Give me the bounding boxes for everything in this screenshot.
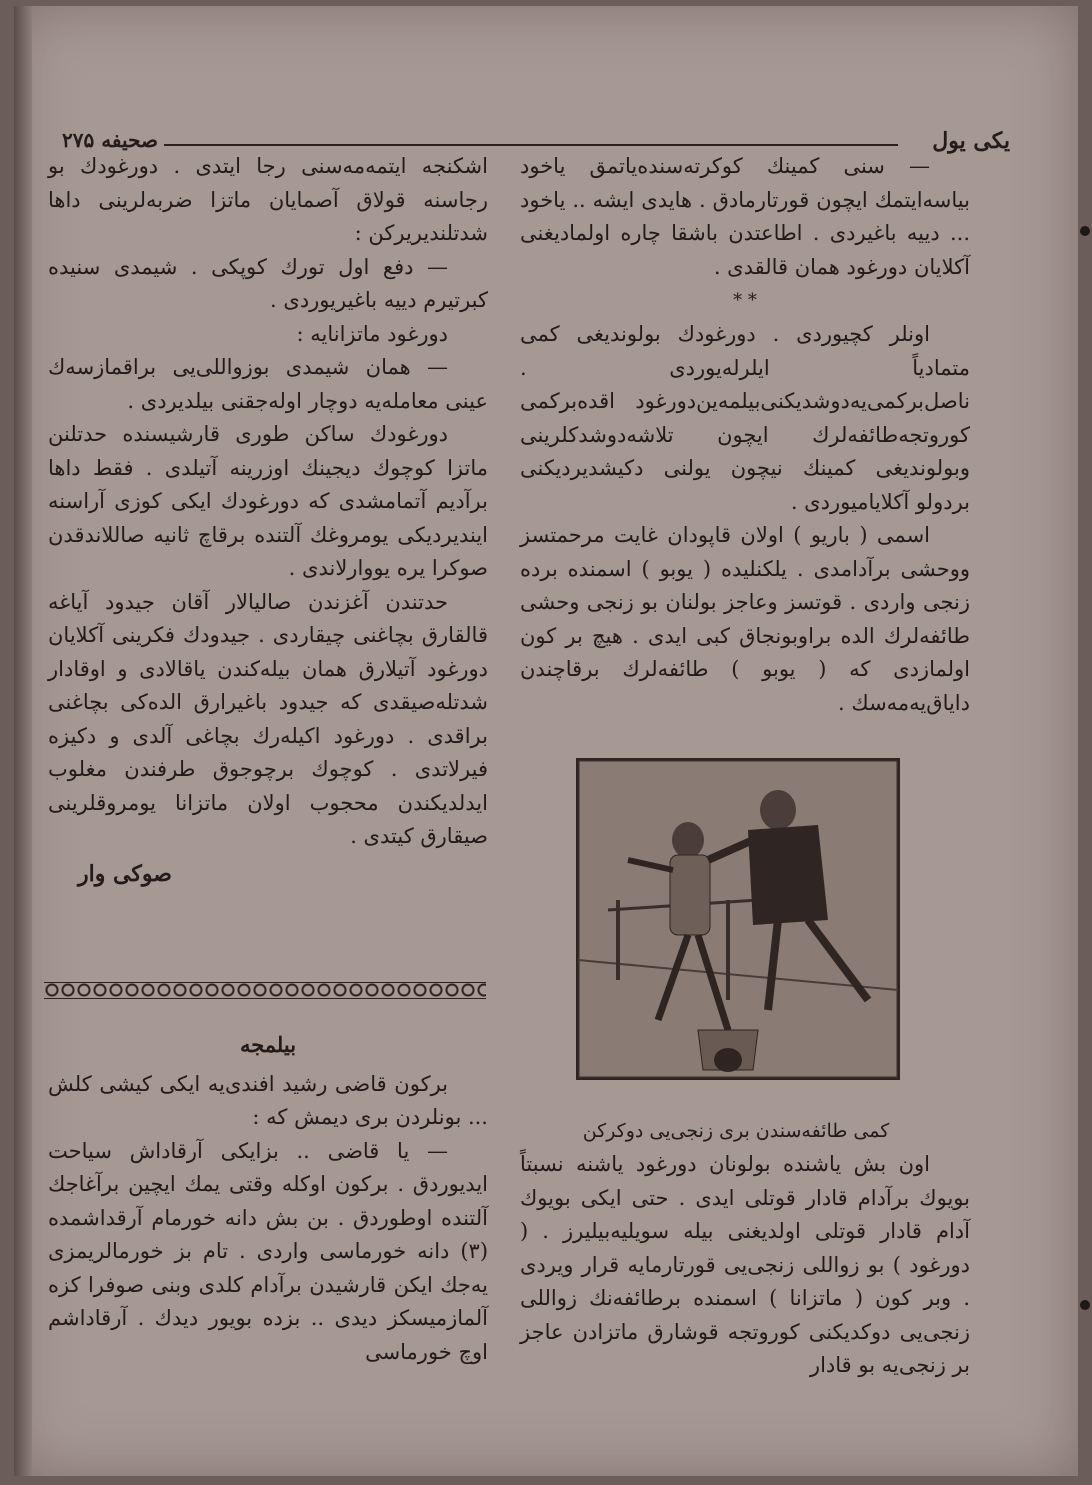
left-column: [48, 150, 488, 895]
right-column: [520, 150, 970, 720]
continued-mark: صوکی وار: [78, 860, 172, 887]
page-number: صحیفه ۲۷۵: [62, 128, 158, 152]
ornament-rule-bottom: [44, 998, 486, 999]
paragraph: — یا قاضی .. بزایکی آرقاداش سیاحت ایدیوردق . برکون اوکله وقتی یمك ایچین برآغاجك آلتنده اوطوردق . بن بش دانه خورمام آرقداشمده (۳) دانه خورماسی واردی . تام بز خورمالریمزی یه‌جك ایکن قارشیدن برآدام کلدی وبنی صوفرا کزه آلمازمیسکز دیدی .. بزده بویور دیدك . آرقاداشم اوچ خورماسی: [48, 1138, 489, 1364]
ornament-band: [44, 982, 486, 998]
paragraph: — سنی کمینك کوکرته‌سنده‌یاتمق یاخود بیاسه‌ایتمك ایچون قورتارمادق . هایدی ایشه .. یاخود ... دییه باغیردی . اطاعتدن باشقا چاره اولمادیغنی آکلایان دورغود همان قالقدی .: [520, 154, 970, 279]
right-column-bottom: [520, 1148, 970, 1383]
paragraph: اسمی ( باریو ) اولان قاپودان غایت مرحمتسز ووحشی برآدامدی . یلکنلیده ( یوبو ) اسمنده برده زنجی واردی . قوتسز وعاجز بولنان بو زنجی وحشی طائفه‌لرك الده براوبونجاق کبی ایدی . هیچ بر کون اولمازدی که ( یوبو ) طائفه‌لرك برقاچندن دایاق‌یه‌مه‌سك .: [520, 523, 970, 715]
paragraph: — دفع اول تورك کوپکی . شیمدی سنیده کبرتیرم دییه باغیریوردی .: [48, 254, 488, 312]
paragraph: حدتندن آغزندن صالیالار آقان جیدود آیاغه قالقارق بچاغنی چیقاردی . جیدودك فکرینی آکلایان دورغود آتیلارق همان بیله‌کندن یاقالادی و اوقادار شدتله‌صیقدی که جیدود باغیرارق الده‌کی بچاغنی براقدی . دورغود اکیله‌رك بچاغی آلدی و دکیزه فیرلاتدی . کوچوك برچوجوق طرفندن مغلوب ایدلدیکندن محجوب اولان ماتزانا یومروقلرینی صیقارق کیتدی .: [48, 589, 488, 848]
paragraph: برکون قاضی رشید افندی‌یه ایکی کیشی کلش ... بونلردن بری دیمش که :: [48, 1071, 488, 1129]
paragraph: — همان شیمدی بوزواللی‌یی براقمازسه‌ك عینی معامله‌یه دوچار اوله‌جقنی بیلدیردی .: [48, 355, 488, 413]
paragraph: دورغود ماتزانایه :: [296, 321, 448, 346]
header-rule: [164, 144, 898, 146]
illustration: [576, 758, 900, 1080]
paragraph: دورغودك ساکن طوری قارشیسنده حدتلنن ماتزا کوچوك دیجینك اوزرینه آتیلدی . فقط داها برآدیم آتمامشدی که دورغودك ایکی کوزی آراسنه ایندیردیکی یومروغك آلتنده برقاچ ثانیه صاللاندقدن صوکرا یره یووارلاندی .: [48, 422, 488, 580]
paragraph: اون بش یاشنده بولونان دورغود یاشنه نسبتاً بویوك برآدام قادار قوتلی ایدی . حتی ایکی بویوك آدام قادار قوتلی اولدیغنی بیله سویلیه‌بیلیرز . ( دورغود ) بو زواللی زنجی‌یی قورتارمایه قرار ویردی . وبر کون ( ماتزانا ) اسمنده برطائفه‌نك زواللی زنجی‌یی دوکدیکنی کوروتجه قوشارق ماتزادن عاجز بر زنجی‌یه بو قادار: [520, 1152, 970, 1377]
section-break-stars: * *: [733, 290, 757, 311]
paragraph: اونلر کچیوردی . دورغودك بولوندیغی کمی متمادیاً ایلرله‌یوردی . ناصل‌برکمی‌یه‌دوشدیکنی‌بیلمه‌ین‌دورغود اقده‌برکمی کوروتجه‌طائفه‌لرك ایچون تلاشه‌دوشدکلرینی وبولوندیغی کمینك نیچون یولنی دکیشدیردیکنی بردولو آکلایامیوردی .: [520, 322, 970, 514]
section-title: بیلمجه: [239, 1032, 297, 1057]
binding-hole: [1080, 1300, 1090, 1310]
journal-title: یکی یول: [932, 128, 1010, 154]
paragraph: اشکنجه ایتمه‌مه‌سنی رجا ایتدی . دورغودك بو رجاسنه قولاق آصمایان ماتزا ضربه‌لرینی داها شدتلندیریرکن :: [48, 154, 488, 245]
illustration-drawing: [578, 760, 898, 1078]
book-spine: [14, 6, 32, 1476]
left-column-bottom: [48, 1020, 488, 1369]
binding-hole: [1080, 226, 1090, 236]
illustration-caption: کمی طائفه‌سندن بری زنجی‌یی دوکرکن: [582, 1120, 890, 1142]
